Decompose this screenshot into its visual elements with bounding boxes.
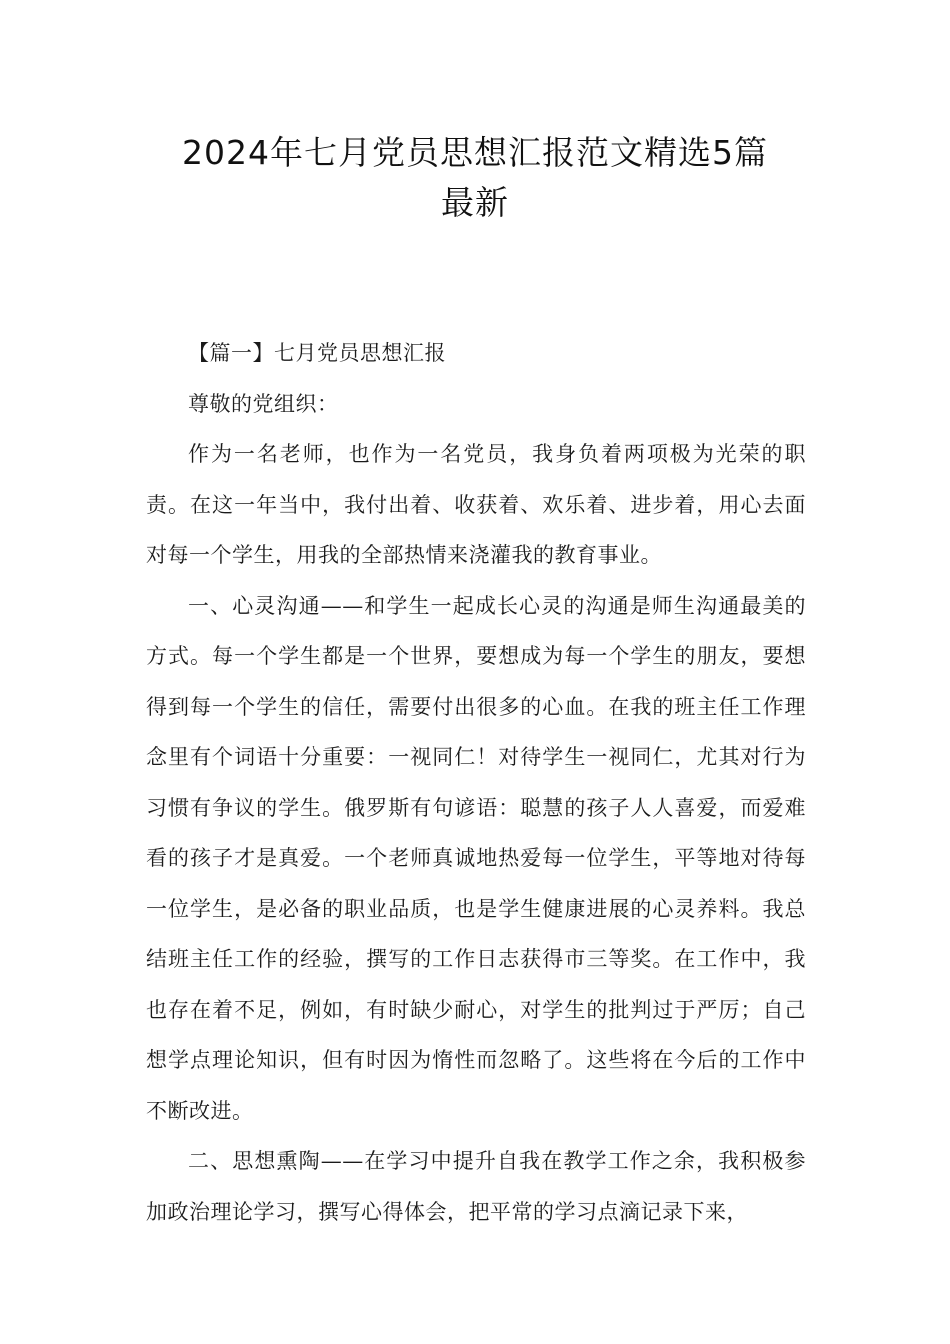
title-line-1: 2024年七月党员思想汇报范文精选5篇 — [182, 133, 768, 172]
section-heading: 【篇一】七月党员思想汇报 — [188, 341, 446, 365]
paragraph-section-one: 一、心灵沟通——和学生一起成长心灵的沟通是师生沟通最美的方式。每一个学生都是一个世界，要想成为每一个学生的朋友，要想得到每一个学生的信任，需要付出很多的心血。在我的班主任工作理念里有个词语十分重要：一视同仁！对待学生一视同仁，尤其对行为习惯有争议的学生。俄罗斯有句谚语：聪慧的孩子人人喜爱，而爱难看的孩子才是真爱。一个老师真诚地热爱每一位学生，平等地对待每一位学生，是必备的职业品质，也是学生健康进展的心灵养料。我总结班主任工作的经验，撰写的工作日志获得市三等奖。在工作中，我也存在着不足，例如，有时缺少耐心，对学生的批判过于严厉；自己想学点理论知识，但有时因为惰性而忽略了。这些将在今后的工作中不断改进。 — [146, 593, 806, 1123]
document-body — [146, 328, 806, 1237]
document-title — [100, 128, 850, 228]
paragraph-section-two: 二、思想熏陶——在学习中提升自我在教学工作之余，我积极参加政治理论学习，撰写心得体会，把平常的学习点滴记录下来， — [146, 1149, 806, 1224]
salutation: 尊敬的党组织： — [188, 391, 339, 416]
title-line-2: 最新 — [441, 183, 509, 222]
paragraph-intro: 作为一名老师，也作为一名党员，我身负着两项极为光荣的职责。在这一年当中，我付出着、收获着、欢乐着、进步着，用心去面对每一个学生，用我的全部热情来浇灌我的教育事业。 — [146, 442, 806, 567]
